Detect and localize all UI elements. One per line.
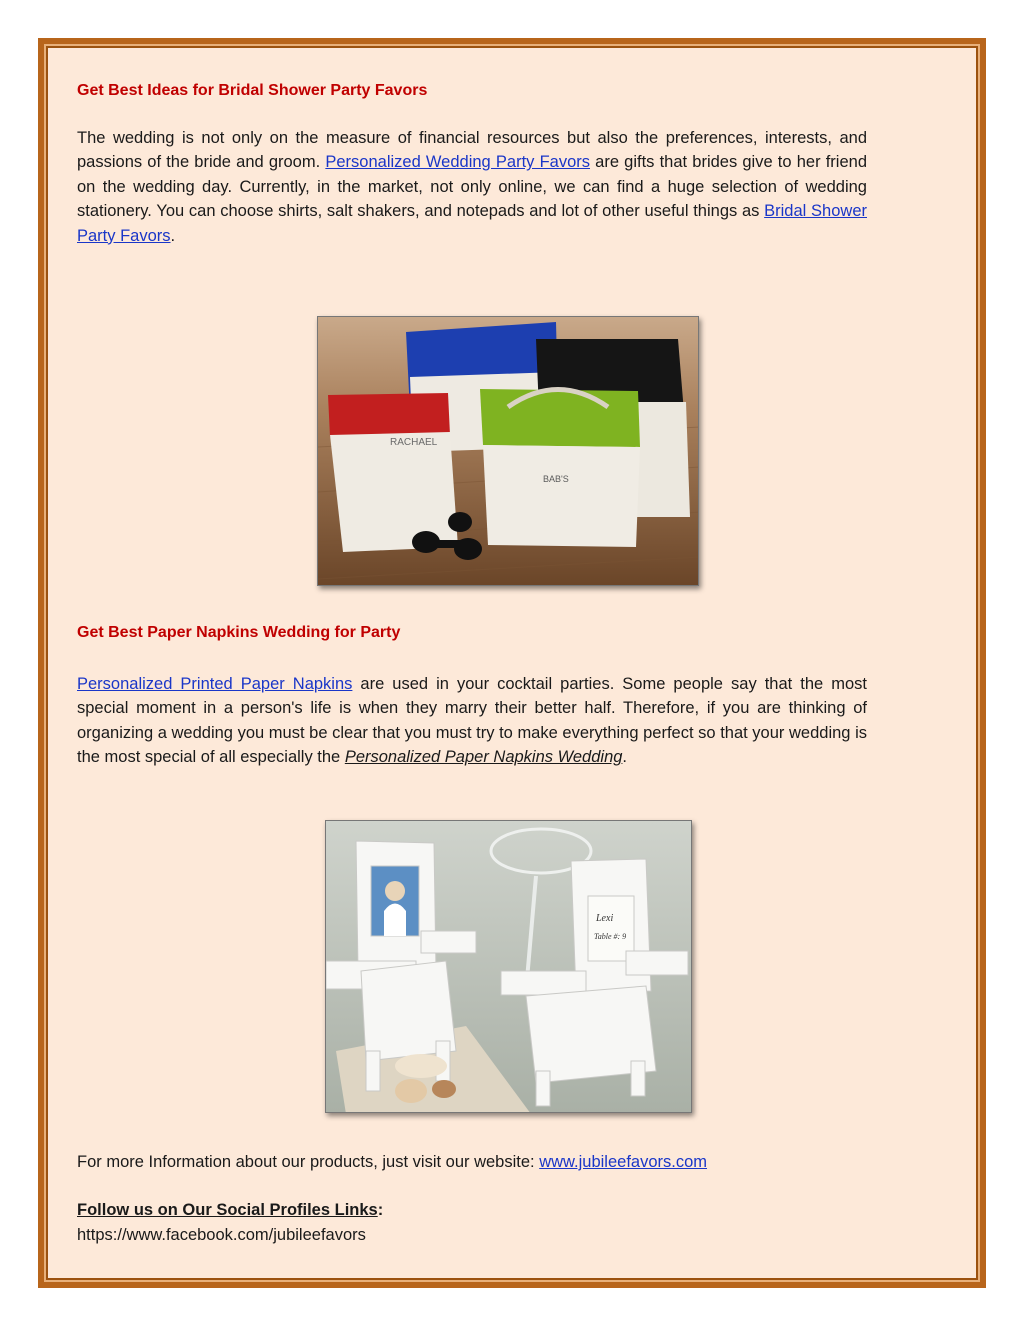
section2-heading: Get Best Paper Napkins Wedding for Party — [77, 624, 401, 641]
section2-text-a: are used in your cocktail parties. Some people say that the most special moment in a person's life is when they marry their better half. Therefore, if you are thinking of organizing a wedding you must be clear that you must try to make everything perfect so that your wedding is the most special of all especially the — [77, 675, 867, 767]
website-info-line — [77, 1150, 867, 1174]
follow-line — [77, 1198, 867, 1222]
document-content — [77, 80, 867, 248]
babs-bag-label: BAB'S — [543, 474, 569, 484]
section1-text-b: are gifts that brides give to her friend on the wedding day. Currently, in the market, not only online, we can find a huge selection of wedding stationery. You can choose shirts, salt shakers, and notepads and lot of other useful things as — [77, 153, 867, 221]
section1-heading: Get Best Ideas for Bridal Shower Party Favors — [77, 82, 428, 99]
section2-content — [77, 622, 867, 770]
follow-label: Follow us on Our Social Profiles Links — [77, 1201, 378, 1220]
place-card-table: Table #: 9 — [594, 932, 627, 941]
place-card-name: Lexi — [596, 913, 614, 924]
personalized-printed-paper-napkins-link[interactable]: Personalized Printed Paper Napkins — [77, 675, 353, 693]
personalized-paper-napkins-wedding-link[interactable]: Personalized Paper Napkins Wedding — [344, 748, 623, 767]
section1-text-c: . — [170, 226, 176, 245]
section1-paragraph — [77, 126, 867, 248]
footer-content — [77, 1150, 867, 1247]
facebook-url: https://www.facebook.com/jubileefavors — [77, 1225, 366, 1244]
website-info-text: For more Information about our products, just visit our website: — [77, 1153, 540, 1171]
chair-frames-photo — [325, 820, 692, 1113]
section1-text-a: The wedding is not only on the measure of financial resources but also the preferences, interests, and passions of the bride and groom. — [77, 129, 867, 172]
rachael-bag-label: RACHAEL — [390, 437, 438, 448]
section2-paragraph — [77, 672, 867, 770]
tote-bags-photo — [317, 316, 699, 586]
follow-colon: : — [377, 1201, 384, 1220]
website-link[interactable]: www.jubileefavors.com — [539, 1153, 708, 1171]
personalized-wedding-party-favors-link[interactable]: Personalized Wedding Party Favors — [325, 153, 590, 172]
section2-text-b: . — [622, 748, 628, 767]
bridal-shower-party-favors-link[interactable]: Bridal Shower Party Favors — [77, 202, 867, 245]
